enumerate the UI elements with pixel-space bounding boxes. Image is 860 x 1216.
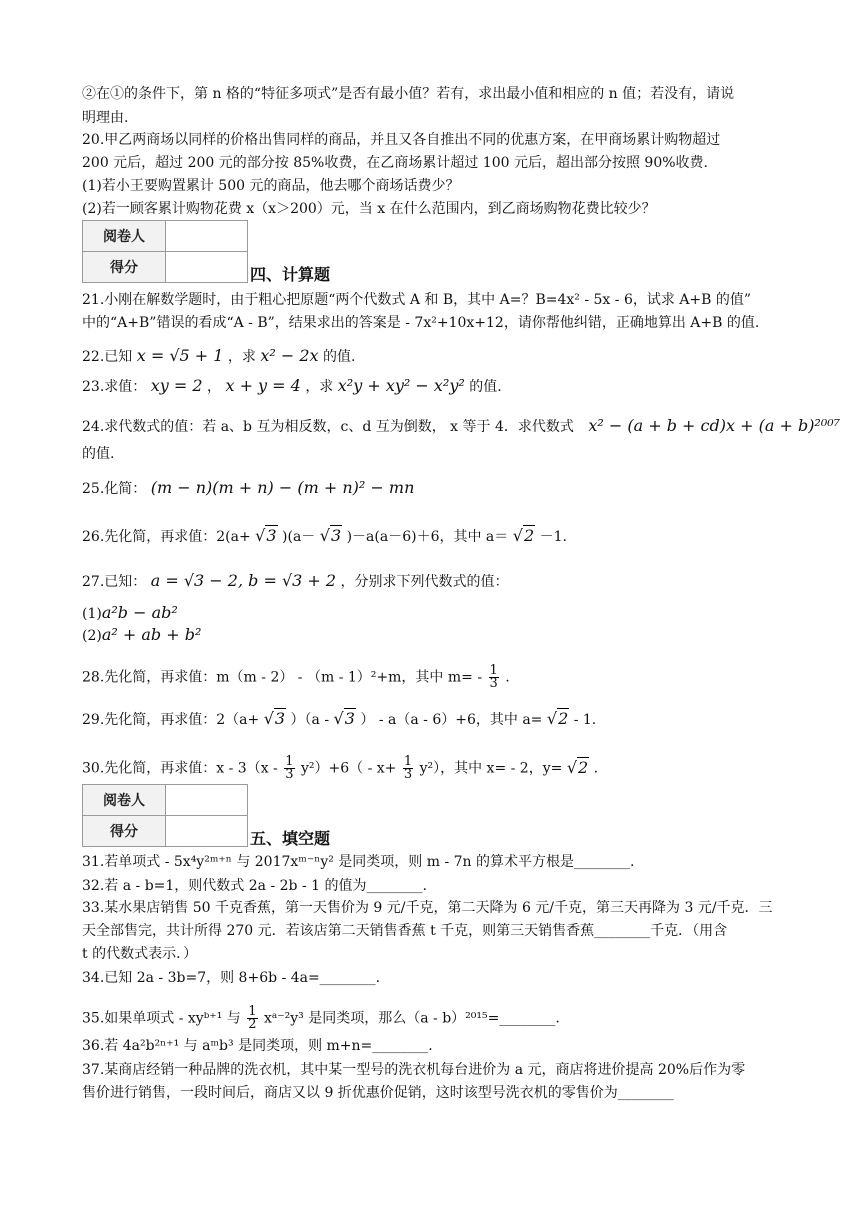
radical-sign: √: [319, 526, 330, 545]
sqrt-2: [567, 758, 589, 778]
radical-sign: √: [566, 757, 578, 777]
fraction-one-third: [489, 665, 499, 690]
q29-mid-1: ）（a -: [290, 712, 330, 728]
q29-suffix: - 1.: [573, 712, 597, 728]
denominator: 3: [489, 676, 498, 691]
q35-prefix: 35.如果单项式 - xyᵇ⁺¹ 与: [82, 1010, 241, 1027]
q26-prefix: 26.先化简，再求值：2(a+: [82, 529, 251, 545]
numerator: 1: [285, 754, 294, 769]
q25: [82, 478, 414, 499]
q23-suffix: 的值.: [469, 379, 502, 395]
numerator: 1: [489, 663, 498, 678]
q27-part-2-label: (2): [82, 628, 102, 644]
q21-text-1: 21.小刚在解数学题时，由于粗心把原题“两个代数式 A 和 B，其中 A=？B=4x² - 5x - 6，试求 A+B 的值”: [82, 292, 752, 308]
section-heading-fill: 五、填空题: [250, 829, 331, 848]
q33-text-2: 天全部售完，共计所得 270 元．若该店第二天销售香蕉 t 千克，则第三天销售香蕉________千克．（用含: [82, 923, 728, 939]
q26-mid-1: )(a－: [282, 529, 316, 545]
radical-sign: √: [546, 709, 558, 728]
q24-line-2: 的值.: [82, 446, 115, 462]
q20-text-2: 200 元后，超过 200 元的部分按 85%收费，在乙商场累计超过 100 元后，超出部分按照 90%收费.: [82, 155, 708, 171]
section-heading-calc: 四、计算题: [250, 265, 331, 284]
q27-part-2: [82, 625, 201, 646]
q22-suffix: 的值.: [323, 349, 356, 365]
radical-sign: √: [255, 526, 266, 545]
q28: [82, 665, 510, 690]
q20-part-1: (1)若小王要购置累计 500 元的商品，他去哪个商场话费少？: [82, 178, 460, 194]
line-q19-2b: 明理由.: [82, 110, 129, 126]
q24-expression: x² − (a + b + cd)x + (a + b)²⁰⁰⁷: [588, 416, 841, 435]
q23-mid: ，求: [305, 379, 334, 395]
q27-part-1-label: (1): [82, 606, 102, 622]
q32: 32.若 a - b=1，则代数式 2a - 2b - 1 的值为________.: [82, 878, 427, 894]
denominator: 3: [285, 767, 294, 782]
denominator: 3: [403, 767, 413, 782]
q36: 36.若 4a²b²ⁿ⁺¹ 与 aᵐb³ 是同类项，则 m+n=________.: [82, 1038, 433, 1054]
q30-mid-2: y²），其中 x= - 2，y=: [419, 760, 563, 777]
sqrt-3-a: [255, 526, 277, 546]
fraction-one-half: [247, 1006, 257, 1031]
radical-sign: √: [263, 709, 274, 728]
sqrt-3-a: [264, 709, 286, 729]
q29-mid-2: ） - a（a - 6）+6，其中 a=: [360, 712, 543, 728]
radical-sign: √: [512, 526, 523, 545]
q25-expression: (m − n)(m + n) − (m + n)² − mn: [150, 478, 415, 497]
sqrt-3-b: [320, 526, 342, 546]
numerator: 1: [403, 754, 413, 769]
radicand: 2: [523, 526, 535, 545]
q24-line-1: [82, 416, 840, 437]
q23-cond-2: x + y = 4: [225, 376, 301, 395]
q23: [82, 376, 502, 397]
score-label: 得分: [83, 816, 166, 847]
q31: 31.若单项式 - 5x⁴y²ᵐ⁺ⁿ 与 2017xᵐ⁻ⁿy² 是同类项，则 m - 7n 的算术平方根是________.: [82, 854, 635, 870]
q27-expression-1: a²b − ab²: [101, 603, 178, 622]
q23-prefix: 23.求值：: [82, 379, 147, 395]
radicand: 2: [558, 709, 569, 728]
q28-prefix: 28.先化简，再求值：m（m - 2） - （m - 1）²+m，其中 m= -: [82, 669, 483, 686]
sqrt-2: [547, 709, 569, 729]
reviewer-label: 阅卷人: [83, 785, 166, 816]
score-label: 得分: [83, 252, 166, 283]
q24-text: 24.求代数式的值：若 a、b 互为相反数，c、d 互为倒数， x 等于 4．求代数式: [82, 419, 574, 435]
radicand: 3: [266, 526, 277, 545]
q30-mid-1: y²）+6（ - x+: [300, 760, 397, 777]
radicand: 2: [578, 757, 589, 777]
q27: [82, 571, 509, 592]
q30-prefix: 30.先化简，再求值：x - 3（x -: [82, 760, 278, 777]
fraction-one-third-b: [403, 756, 413, 781]
sqrt-2: [513, 526, 535, 546]
q27-prefix: 27.已知：: [82, 574, 147, 590]
score-cell: [166, 252, 248, 283]
sqrt-3-b: [334, 709, 356, 729]
q23-comma: ，: [207, 379, 221, 395]
reviewer-cell: [166, 785, 248, 816]
q33-text-3: t 的代数式表示．）: [82, 946, 198, 962]
radicand: 3: [330, 526, 342, 545]
q27-part-1: [82, 603, 178, 624]
q28-suffix: .: [505, 669, 510, 686]
reviewer-cell: [166, 221, 248, 252]
q37-text-2: 售价进行销售，一段时间后，商店又以 9 折优惠价促销，这时该型号洗衣机的零售价为________: [82, 1085, 674, 1101]
q33-text-1: 33.某水果店销售 50 千克香蕉，第一天售价为 9 元/千克，第二天降为 6 元/千克，第三天再降为 3 元/千克．三: [82, 900, 773, 916]
q26-mid-2: )－a(a－6)＋6，其中 a＝: [346, 529, 509, 545]
score-cell: [166, 816, 248, 847]
score-box-2: [82, 784, 248, 847]
q20-part-2: (2)若一顾客累计购物花费 x（x＞200）元，当 x 在什么范围内，到乙商场购物花费比较少？: [82, 201, 656, 217]
numerator: 1: [248, 1004, 257, 1019]
q27-expression-2: a² + ab + b²: [101, 625, 202, 644]
q20-text-1: 20.甲乙两商场以同样的价格出售同样的商品，并且又各自推出不同的优惠方案，在甲商场累计购物超过: [82, 132, 721, 148]
q22-expression: x² − 2x: [260, 346, 319, 365]
fraction-one-third-a: [284, 756, 294, 781]
reviewer-label: 阅卷人: [83, 221, 166, 252]
q22-condition: x = √5 + 1: [136, 346, 224, 365]
q22: [82, 346, 355, 367]
q30-suffix: .: [593, 760, 599, 777]
q22-mid: ，求: [227, 349, 256, 365]
line-q19-2a: ②在①的条件下，第 n 格的“特征多项式”是否有最小值？若有，求出最小值和相应的 n 值；若没有，请说: [82, 86, 735, 102]
radicand: 3: [344, 709, 355, 728]
q34: 34.已知 2a - 3b=7，则 8+6b - 4a=________.: [82, 970, 381, 986]
q35-suffix: xᵃ⁻²y³ 是同类项，那么（a - b）²⁰¹⁵=________.: [263, 1010, 560, 1027]
denominator: 2: [248, 1017, 257, 1032]
q27-suffix: ，分别求下列代数式的值：: [340, 574, 509, 590]
q23-cond-1: xy = 2: [150, 376, 203, 395]
q37-text-1: 37.某商店经销一种品牌的洗衣机，其中某一型号的洗衣机每台进价为 a 元，商店将进价提高 20%后作为零: [82, 1062, 746, 1078]
score-box-1: [82, 220, 248, 283]
radical-sign: √: [333, 709, 344, 728]
q21-text-2: 中的“A+B”错误的看成“A - B”，结果求出的答案是 - 7x²+10x+12，请你帮他纠错，正确地算出 A+B 的值.: [82, 315, 760, 331]
radicand: 3: [274, 709, 286, 728]
q26-suffix: －1.: [539, 529, 567, 545]
q29-prefix: 29.先化简，再求值：2（a+: [82, 712, 260, 728]
q29: [82, 709, 596, 730]
q35: [82, 1006, 560, 1031]
q23-expression: x²y + xy² − x²y²: [337, 376, 465, 395]
q26: [82, 526, 567, 547]
q25-prefix: 25.化简：: [82, 481, 147, 497]
q27-condition: a = √3 − 2, b = √3 + 2: [150, 571, 337, 590]
q22-prefix: 22.已知: [82, 349, 133, 365]
q30: [82, 756, 598, 781]
